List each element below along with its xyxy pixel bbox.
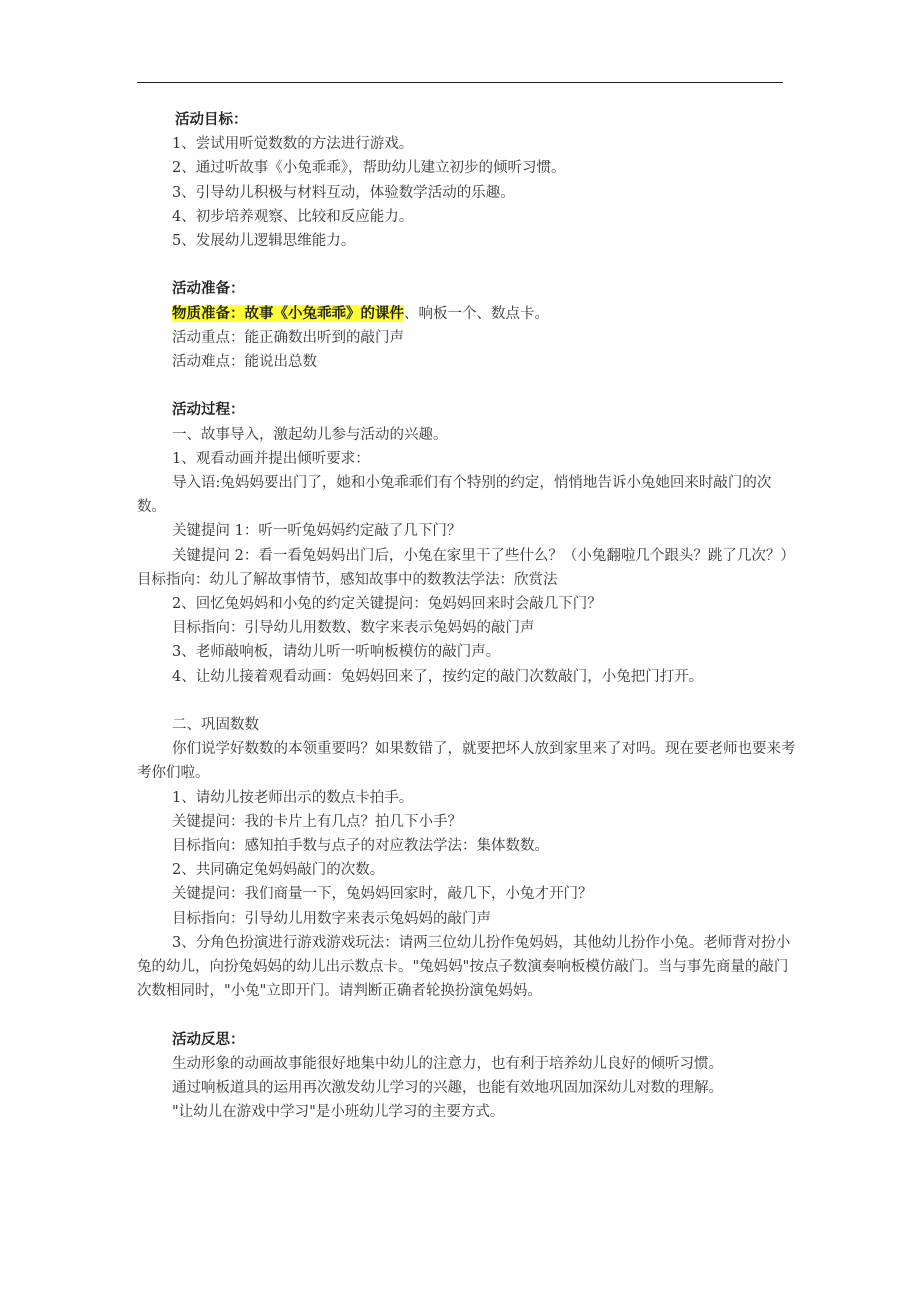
goal-item: 5、发展幼儿逻辑思维能力。 (172, 233, 356, 250)
consolidate-paragraph: 你们说学好数数的本领重要吗？如果数错了，就要把坏人放到家里来了对吗。现在要老师也要来考考你们啦。 (137, 741, 796, 782)
process-paragraph: 导入语:兔妈妈要出门了，她和小兔乖乖们有个特别的约定，悄悄地告诉小兔她回来时敲门的次数。 (137, 475, 772, 516)
consolidate-line: 1、请幼儿按老师出示的数点卡拍手。 (172, 789, 414, 806)
prep-heading: 活动准备： (172, 280, 245, 298)
process-heading: 活动过程： (172, 401, 245, 419)
prep-difficulty: 活动难点：能说出总数 (172, 354, 317, 371)
spacer (137, 253, 797, 277)
reflection-line: 通过响板道具的运用再次激发幼儿学习的兴趣，也能有效地巩固加深幼儿对数的理解。 (172, 1080, 723, 1097)
reflection-line: "让幼儿在游戏中学习"是小班幼儿学习的主要方式。 (172, 1104, 505, 1121)
prep-materials-rest: 、响板一个、数点卡。 (404, 305, 549, 322)
consolidate-line: 关键提问：我的卡片上有几点？拍几下小手？ (172, 813, 462, 830)
process-line: 1、观看动画并提出倾听要求： (172, 450, 370, 467)
process-line: 2、回忆兔妈妈和小兔的约定关键提问：兔妈妈回来时会敲几下门？ (172, 596, 602, 613)
process-line: 4、让幼儿接着观看动画：兔妈妈回来了，按约定的敲门次数敲门，小兔把门打开。 (172, 668, 704, 685)
spacer (137, 374, 797, 398)
process-line: 关键提问 1：听一听兔妈妈约定敲了几下门？ (172, 523, 462, 540)
consolidate-heading: 二、巩固数数 (172, 717, 259, 734)
spacer (137, 1003, 797, 1027)
process-line: 目标指向：引导幼儿用数数、数字来表示兔妈妈的敲门声 (172, 620, 535, 637)
reflection-line: 生动形象的动画故事能很好地集中幼儿的注意力，也有利于培养幼儿良好的倾听习惯。 (172, 1055, 723, 1072)
process-line: 一、故事导入，激起幼儿参与活动的兴趣。 (172, 426, 448, 443)
spacer (137, 689, 797, 713)
reflection-heading: 活动反思： (172, 1030, 245, 1048)
goal-item: 1、尝试用听觉数数的方法进行游戏。 (172, 136, 414, 153)
header-rule (137, 82, 783, 83)
prep-materials (137, 302, 797, 326)
consolidate-line: 目标指向：引导幼儿用数字来表示兔妈妈的敲门声 (172, 910, 491, 927)
goal-item: 2、通过听故事《小兔乖乖》，帮助幼儿建立初步的倾听习惯。 (172, 160, 566, 177)
highlighted-text: 物质准备：故事《小兔乖乖》的课件 (172, 304, 404, 322)
goals-heading: 活动目标： (175, 111, 248, 128)
consolidate-line: 关键提问：我们商量一下，兔妈妈回家时，敲几下，小兔才开门？ (172, 886, 593, 903)
consolidate-paragraph: 3、分角色扮演进行游戏游戏玩法：请两三位幼儿扮作兔妈妈，其他幼儿扮作小兔。老师背对扮小兔的幼儿，向扮兔妈妈的幼儿出示数点卡。"兔妈妈"按点子数演奏响板模仿敲门。当与事先商量的敲门次数相同时，"小兔"立即开门。请判断正确者轮换扮演兔妈妈。 (137, 934, 791, 1000)
prep-key-point: 活动重点：能正确数出听到的敲门声 (172, 329, 404, 346)
consolidate-line: 2、共同确定兔妈妈敲门的次数。 (172, 862, 385, 879)
goal-item: 4、初步培养观察、比较和反应能力。 (172, 208, 414, 225)
consolidate-line: 目标指向：感知拍手数与点子的对应教法学法：集体数数。 (172, 838, 549, 855)
process-line: 3、老师敲响板，请幼儿听一听响板模仿的敲门声。 (172, 644, 501, 661)
process-paragraph: 关键提问 2：看一看兔妈妈出门后，小兔在家里干了些什么？（小兔翻啦几个跟头？跳了几次？）目标指向：幼儿了解故事情节，感知故事中的数教法学法：欣赏法 (137, 547, 795, 588)
goal-item: 3、引导幼儿积极与材料互动，体验数学活动的乐趣。 (172, 184, 515, 201)
document-body (137, 108, 797, 1124)
